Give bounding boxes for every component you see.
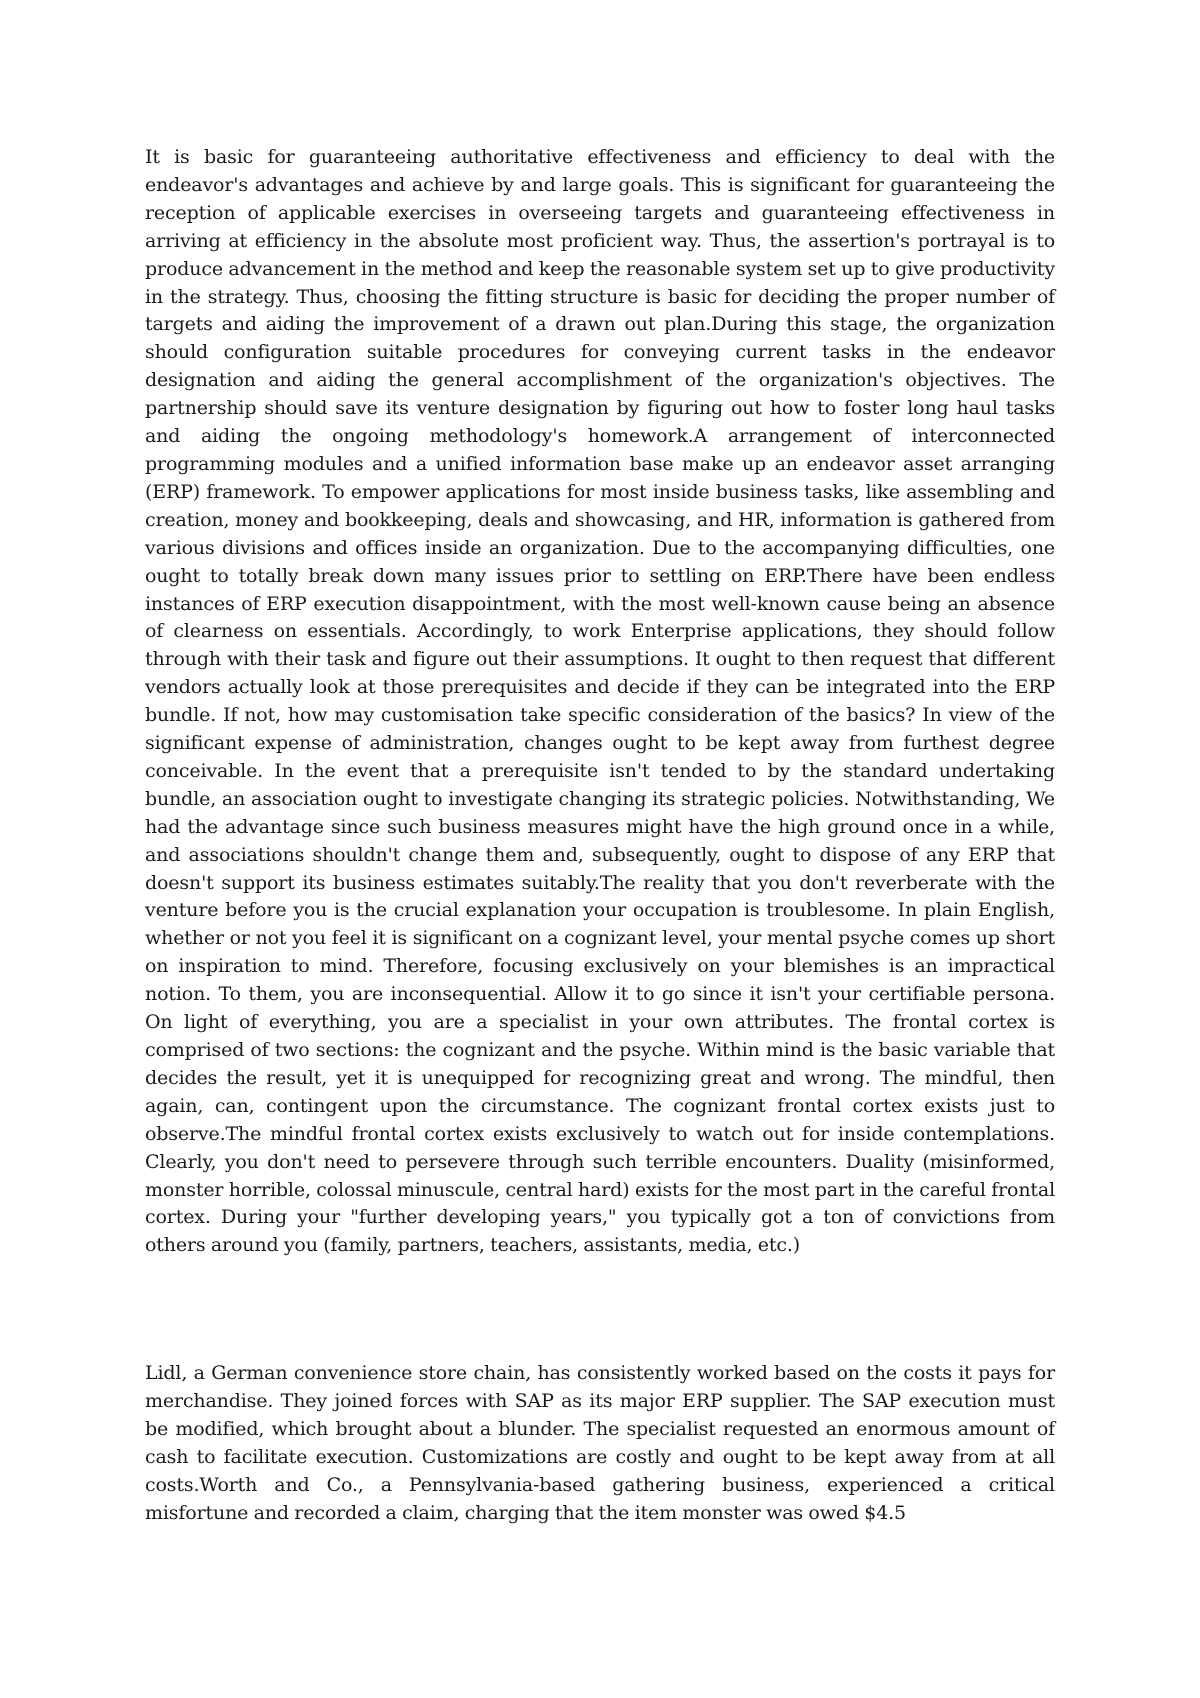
body-paragraph-lidl-case: Lidl, a German convenience store chain, has consistently worked based on the costs it pays for merchandise. They joined forces with SAP as its major ERP supplier. The SAP execution must be modified, which brought about a blunder. The specialist requested an enormous amount of cash to facilitate execution. Customizations are costly and ought to be kept away from at all costs.Worth and Co., a Pennsylvania-based gathering business, experienced a critical misfortune and recorded a claim, charging that the item monster was owed $4.5 [145,1362,1055,1524]
body-paragraph-erp-overview: It is basic for guaranteeing authoritative effectiveness and efficiency to deal with the endeavor's advantages and achieve by and large goals. This is significant for guaranteeing the reception of applicable exercises in overseeing targets and guaranteeing effectiveness in arriving at efficiency in the absolute most proficient way. Thus, the assertion's portrayal is to produce advancement in the method and keep the reasonable system set up to give productivity in the strategy. Thus, choosing the fitting structure is basic for deciding the proper number of targets and aiding the improvement of a drawn out plan.During this stage, the organization should configuration suitable procedures for conveying current tasks in the endeavor designation and aiding the general accomplishment of the organization's objectives. The partnership should save its venture designation by figuring out how to foster long haul tasks and aiding the ongoing methodology's homework.A arrangement of interconnected programming modules and a unified information base make up an endeavor asset arranging (ERP) framework. To empower applications for most inside business tasks, like assembling and creation, money and bookkeeping, deals and showcasing, and HR, information is gathered from various divisions and offices inside an organization. Due to the accompanying difficulties, one ought to totally break down many issues prior to settling on ERP.There have been endless instances of ERP execution disappointment, with the most well-known cause being an absence of clearness on essentials. Accordingly, to work Enterprise applications, they should follow through with their task and figure out their assumptions. It ought to then request that different vendors actually look at those prerequisites and decide if they can be integrated into the ERP bundle. If not, how may customisation take specific consideration of the basics? In view of the significant expense of administration, changes ought to be kept away from furthest degree conceivable. In the event that a prerequisite isn't tended to by the standard undertaking bundle, an association ought to investigate changing its strategic policies. Notwithstanding, We had the advantage since such business measures might have the high ground once in a while, and associations shouldn't change them and, subsequently, ought to dispose of any ERP that doesn't support its business estimates suitably.The reality that you don't reverberate with the venture before you is the crucial explanation your occupation is troublesome. In plain English, whether or not you feel it is significant on a cognizant level, your mental psyche comes up short on inspiration to mind. Therefore, focusing exclusively on your blemishes is an impractical notion. To them, you are inconsequential. Allow it to go since it isn't your certifiable persona. On light of everything, you are a specialist in your own attributes. The frontal cortex is comprised of two sections: the cognizant and the psyche. Within mind is the basic variable that decides the result, yet it is unequipped for recognizing great and wrong. The mindful, then again, can, contingent upon the circumstance. The cognizant frontal cortex exists just to observe.The mindful frontal cortex exists exclusively to watch out for inside contemplations. Clearly, you don't need to persevere through such terrible encounters. Duality (misinformed, monster horrible, colossal minuscule, central hard) exists for the most part in the careful frontal cortex. During your "further developing years," you typically got a ton of convictions from others around you (family, partners, teachers, assistants, media, etc.) [145,146,1055,1257]
